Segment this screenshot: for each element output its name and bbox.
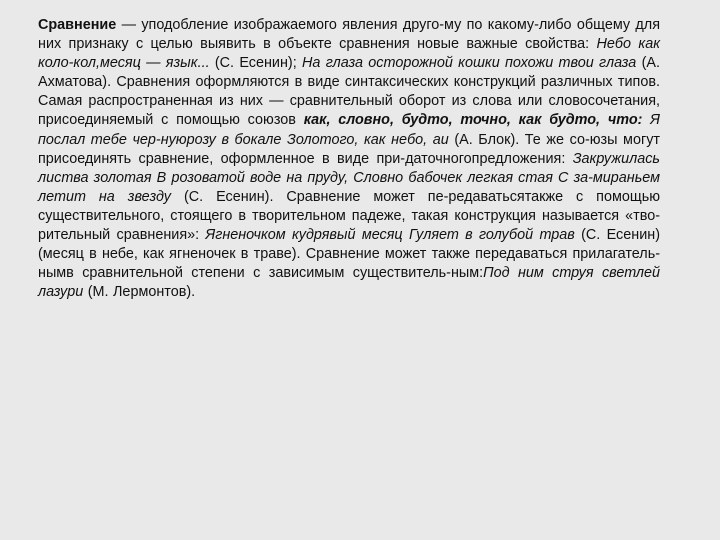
example-quote: Под ним струя светлей лазури	[38, 265, 660, 301]
example-quote: На глаза осторожной кошки похожи твои глаза	[302, 55, 637, 72]
document-paragraph	[38, 16, 660, 302]
example-quote: Закружилась листва золотая В розоватой воде на пруду, Словно бабочек легкая стая С за-мираньем летит на звезду	[38, 150, 660, 205]
example-quote: Ягненочком кудрявый месяц Гуляет в голубой трав	[205, 227, 575, 244]
text-span: (С. Есенин);	[209, 55, 303, 72]
text-span: (С. Есенин). Сравнение может пе-редаватьсятакже с помощью существительного, стоящего в творительном падеже, такая конструкция называется «тво-рительный сравнения»:	[38, 188, 660, 244]
text-span: — уподобление изображаемого явления друго-му по какому-либо общему для них признаку с целью выявить в объекте сравнения новые важные свойства:	[38, 17, 660, 53]
example-quote: Я послал тебе чер-нуюрозу в бокале Золотого, как небо, аи	[38, 112, 660, 148]
term-heading: Сравнение	[38, 17, 117, 33]
text-span: (А. Блок). Те же со-юзы могут присоединять сравнение, оформленное в виде при-даточногопредложения:	[38, 131, 660, 167]
text-span: (А. Ахматова). Сравнения оформляются в виде синтаксических конструкций различных типов. Самая распространенная из них — сравнительный оборот из слова или словосочетания, присоединяемый с помощью союзов	[38, 55, 660, 129]
conjunction-list: как, словно, будто, точно, как будто, что:	[303, 112, 643, 129]
text-span: (М. Лермонтов).	[83, 284, 196, 301]
example-quote: Небо как коло-кол,месяц — язык...	[38, 36, 660, 72]
text-span: (С. Есенин) (месяц в небе, как ягненочек в траве). Сравнение может также передаваться прилагатель-нымв сравнительной степени с зависимым существитель-ным:	[38, 227, 660, 282]
